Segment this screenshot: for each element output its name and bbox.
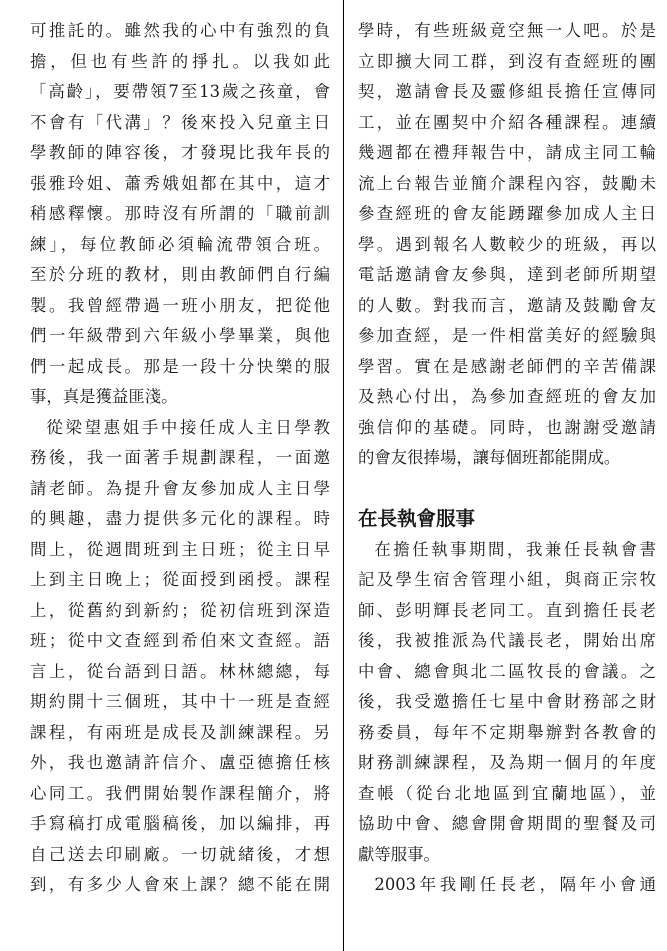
text-line: 言上，從台語到日語。林林總總，每: [30, 661, 330, 681]
text-line: 及熱心付出，為參加查經班的會友加: [358, 387, 656, 406]
text-line: 們一起成長。那是一段十分快樂的服: [30, 356, 330, 376]
text-line: 擔，但也有些許的掙扎。以我如此: [30, 51, 330, 71]
text-line: 們一年級帶到六年級小學畢業，與他: [30, 326, 330, 345]
text-line: 參查經班的會友能踴躍參加成人主日: [358, 204, 656, 223]
text-line: 的會友很捧場，讓每個班都能開成。: [358, 448, 621, 467]
text-line: 學教師的陣容後，才發現比我年長的: [30, 143, 330, 162]
text-line: 事，真是獲益匪淺。: [30, 387, 178, 406]
text-line: 請老師。為提升會友參加成人主日學: [30, 478, 330, 498]
text-line: 協助中會、總會開會期間的聖餐及司: [358, 814, 656, 833]
text-line: 間上，從週間班到主日班；從主日早: [30, 539, 330, 559]
text-line: 「高齡」，要帶領7至13歲之孩童，會: [30, 82, 330, 101]
text-line: 的興趣，盡力提供多元化的課程。時: [30, 509, 330, 528]
text-line: 上到主日晚上；從面授到函授。課程: [30, 570, 330, 589]
text-line: 務後，我一面著手規劃課程，一面邀: [30, 448, 330, 467]
text-line: 強信仰的基礎。同時，也謝謝受邀請: [358, 417, 656, 437]
text-line: 2003年我剛任長老，隔年小會通: [374, 875, 656, 894]
section-heading: 在長執會服事: [358, 507, 476, 530]
text-line: 記及學生宿舍管理小組，與商正宗牧: [358, 570, 656, 589]
text-line: 手寫稿打成電腦稿後，加以編排，再: [30, 814, 330, 833]
text-line: 上，從舊約到新約；從初信班到深造: [30, 600, 330, 620]
text-line: 獻等服事。: [358, 844, 440, 864]
text-line: 幾週都在禮拜報告中，請成主同工輪: [358, 143, 656, 162]
text-line: 稍感釋懷。那時沒有所謂的「職前訓: [30, 204, 330, 223]
text-line: 學時，有些班級竟空無一人吧。於是: [358, 21, 656, 40]
column-divider: [343, 0, 344, 951]
text-line: 製。我曾經帶過一班小朋友，把從他: [30, 295, 330, 315]
text-line: 查帳（從台北地區到宜蘭地區），並: [358, 783, 656, 803]
text-line: 心同工。我們開始製作課程簡介，將: [30, 783, 330, 803]
text-line: 從梁望惠姐手中接任成人主日學教: [46, 417, 330, 437]
text-line: 學。遇到報名人數較少的班級，再以: [358, 234, 656, 254]
text-line: 練」，每位教師必須輪流帶領合班。: [30, 234, 330, 254]
text-line: 的人數。對我而言，邀請及鼓勵會友: [358, 295, 656, 315]
text-line: 流上台報告並簡介課程內容，鼓勵未: [358, 173, 656, 193]
text-line: 立即擴大同工群，到沒有查經班的團: [358, 51, 656, 71]
text-line: 契，邀請會長及靈修組長擔任宣傳同: [358, 82, 656, 101]
text-line: 學習。實在是感謝老師們的辛苦備課: [358, 356, 656, 376]
text-line: 師、彭明輝長老同工。直到擔任長老: [358, 600, 656, 620]
text-line: 電話邀請會友參與，達到老師所期望: [358, 265, 656, 284]
text-line: 工，並在團契中介紹各種課程。連續: [358, 112, 656, 132]
text-line: 班；從中文查經到希伯來文查經。語: [30, 631, 330, 650]
text-line: 到，有多少人會來上課？總不能在開: [30, 875, 330, 894]
text-line: 外，我也邀請許信介、盧亞德擔任核: [30, 753, 330, 772]
text-line: 參加查經，是一件相當美好的經驗與: [358, 326, 656, 345]
text-line: 至於分班的教材，則由教師們自行編: [30, 265, 330, 284]
text-line: 中會、總會與北二區牧長的會議。之: [358, 661, 656, 681]
text-line: 不會有「代溝」？後來投入兒童主日: [30, 112, 330, 132]
text-line: 張雅玲姐、蕭秀娥姐都在其中，這才: [30, 173, 330, 193]
text-line: 財務訓練課程，及為期一個月的年度: [358, 753, 656, 772]
text-line: 在擔任執事期間，我兼任長執會書: [374, 539, 656, 559]
text-line: 後，我被推派為代議長老，開始出席: [358, 631, 656, 650]
text-line: 可推託的。雖然我的心中有強烈的負: [30, 21, 330, 40]
text-line: 課程，有兩班是成長及訓練課程。另: [30, 722, 330, 742]
text-line: 期約開十三個班，其中十一班是查經: [30, 692, 330, 711]
text-line: 自己送去印刷廠。一切就緒後，才想: [30, 844, 330, 864]
text-line: 務委員，每年不定期舉辦對各教會的: [358, 722, 656, 742]
text-line: 後，我受邀擔任七星中會財務部之財: [358, 692, 656, 711]
